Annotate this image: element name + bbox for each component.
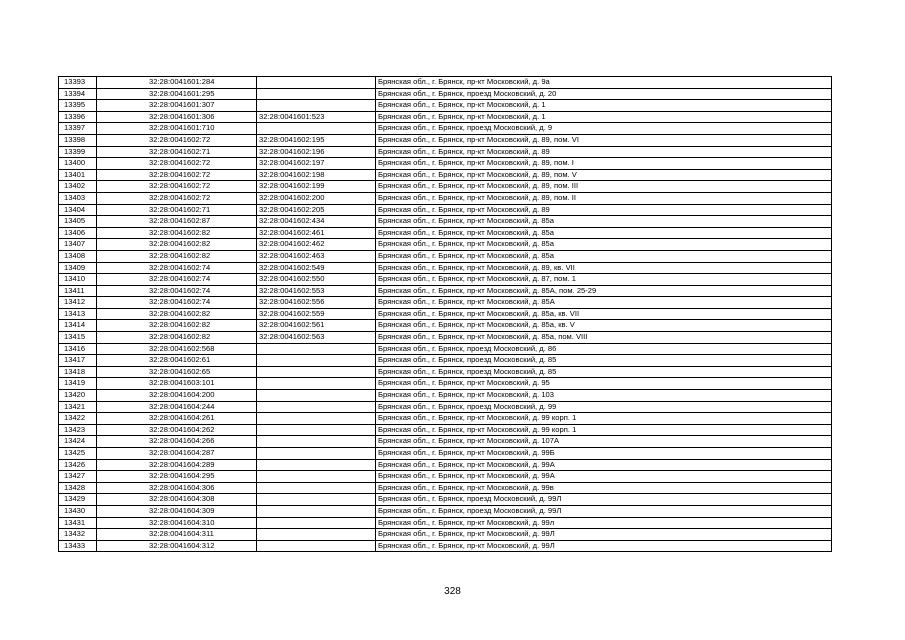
- object-cadastral-number-cell: [257, 482, 376, 494]
- address-cell: Брянская обл., г. Брянск, пр-кт Московский, д. 85а: [376, 239, 832, 251]
- cadastral-number-cell: 32:28:0041604:266: [97, 436, 257, 448]
- row-number-cell: 13431: [59, 517, 97, 529]
- address-cell: Брянская обл., г. Брянск, пр-кт Московский, д. 89, пом. I: [376, 158, 832, 170]
- cadastral-number-cell: 32:28:0041604:310: [97, 517, 257, 529]
- object-cadastral-number-cell: [257, 517, 376, 529]
- address-cell: Брянская обл., г. Брянск, пр-кт Московский, д. 89, пом. II: [376, 192, 832, 204]
- table-row: [59, 192, 832, 204]
- cadastral-number-cell: 32:28:0041602:568: [97, 343, 257, 355]
- object-cadastral-number-cell: [257, 436, 376, 448]
- row-number-cell: 13423: [59, 424, 97, 436]
- table-row: [59, 366, 832, 378]
- address-cell: Брянская обл., г. Брянск, пр-кт Московский, д. 85а, кв. VII: [376, 308, 832, 320]
- table-row: [59, 274, 832, 286]
- table-row: [59, 285, 832, 297]
- cadastral-number-cell: 32:28:0041602:82: [97, 227, 257, 239]
- row-number-cell: 13393: [59, 77, 97, 89]
- address-cell: Брянская обл., г. Брянск, пр-кт Московский, д. 99Л: [376, 529, 832, 541]
- table-row: [59, 494, 832, 506]
- table-row: [59, 239, 832, 251]
- table-row: [59, 77, 832, 89]
- object-cadastral-number-cell: [257, 390, 376, 402]
- address-cell: Брянская обл., г. Брянск, пр-кт Московский, д. 85а, кв. V: [376, 320, 832, 332]
- table-row: [59, 123, 832, 135]
- address-cell: Брянская обл., г. Брянск, проезд Московский, д. 99: [376, 401, 832, 413]
- table-row: [59, 448, 832, 460]
- row-number-cell: 13419: [59, 378, 97, 390]
- object-cadastral-number-cell: [257, 378, 376, 390]
- object-cadastral-number-cell: [257, 448, 376, 460]
- address-cell: Брянская обл., г. Брянск, пр-кт Московский, д. 99в: [376, 482, 832, 494]
- address-cell: Брянская обл., г. Брянск, пр-кт Московский, д. 1: [376, 100, 832, 112]
- table-row: [59, 169, 832, 181]
- row-number-cell: 13415: [59, 332, 97, 344]
- row-number-cell: 13398: [59, 134, 97, 146]
- object-cadastral-number-cell: 32:28:0041602:556: [257, 297, 376, 309]
- object-cadastral-number-cell: 32:28:0041602:205: [257, 204, 376, 216]
- cadastral-number-cell: 32:28:0041604:306: [97, 482, 257, 494]
- address-cell: Брянская обл., г. Брянск, проезд Московский, д. 9: [376, 123, 832, 135]
- row-number-cell: 13416: [59, 343, 97, 355]
- row-number-cell: 13421: [59, 401, 97, 413]
- table-row: [59, 378, 832, 390]
- address-cell: Брянская обл., г. Брянск, пр-кт Московский, д. 85а, пом. VIII: [376, 332, 832, 344]
- object-cadastral-number-cell: 32:28:0041602:461: [257, 227, 376, 239]
- table-row: [59, 100, 832, 112]
- row-number-cell: 13417: [59, 355, 97, 367]
- table-row: [59, 320, 832, 332]
- object-cadastral-number-cell: [257, 123, 376, 135]
- row-number-cell: 13403: [59, 192, 97, 204]
- address-cell: Брянская обл., г. Брянск, пр-кт Московский, д. 99Л: [376, 540, 832, 552]
- row-number-cell: 13409: [59, 262, 97, 274]
- address-cell: Брянская обл., г. Брянск, пр-кт Московский, д. 99А: [376, 459, 832, 471]
- row-number-cell: 13424: [59, 436, 97, 448]
- address-cell: Брянская обл., г. Брянск, пр-кт Московский, д. 9а: [376, 77, 832, 89]
- table-row: [59, 471, 832, 483]
- object-cadastral-number-cell: [257, 459, 376, 471]
- object-cadastral-number-cell: 32:28:0041602:197: [257, 158, 376, 170]
- address-cell: Брянская обл., г. Брянск, пр-кт Московский, д. 89: [376, 204, 832, 216]
- cadastral-number-cell: 32:28:0041602:65: [97, 366, 257, 378]
- cadastral-number-cell: 32:28:0041602:71: [97, 146, 257, 158]
- table-row: [59, 540, 832, 552]
- row-number-cell: 13400: [59, 158, 97, 170]
- row-number-cell: 13430: [59, 505, 97, 517]
- row-number-cell: 13405: [59, 216, 97, 228]
- table-row: [59, 227, 832, 239]
- cadastral-number-cell: 32:28:0041604:311: [97, 529, 257, 541]
- table-row: [59, 181, 832, 193]
- object-cadastral-number-cell: 32:28:0041602:196: [257, 146, 376, 158]
- address-cell: Брянская обл., г. Брянск, пр-кт Московский, д. 85а: [376, 227, 832, 239]
- row-number-cell: 13428: [59, 482, 97, 494]
- row-number-cell: 13399: [59, 146, 97, 158]
- address-cell: Брянская обл., г. Брянск, проезд Московский, д. 85: [376, 355, 832, 367]
- cadastral-number-cell: 32:28:0041604:312: [97, 540, 257, 552]
- cadastral-number-cell: 32:28:0041601:306: [97, 111, 257, 123]
- page-number: 328: [444, 586, 461, 597]
- table-row: [59, 413, 832, 425]
- object-cadastral-number-cell: [257, 529, 376, 541]
- object-cadastral-number-cell: 32:28:0041602:549: [257, 262, 376, 274]
- row-number-cell: 13401: [59, 169, 97, 181]
- table-row: [59, 401, 832, 413]
- row-number-cell: 13406: [59, 227, 97, 239]
- cadastral-number-cell: 32:28:0041604:200: [97, 390, 257, 402]
- cadastral-number-cell: 32:28:0041602:72: [97, 192, 257, 204]
- object-cadastral-number-cell: [257, 424, 376, 436]
- address-cell: Брянская обл., г. Брянск, пр-кт Московский, д. 85А: [376, 297, 832, 309]
- row-number-cell: 13397: [59, 123, 97, 135]
- cadastral-number-cell: 32:28:0041602:71: [97, 204, 257, 216]
- address-cell: Брянская обл., г. Брянск, пр-кт Московский, д. 107А: [376, 436, 832, 448]
- cadastral-number-cell: 32:28:0041602:82: [97, 239, 257, 251]
- row-number-cell: 13429: [59, 494, 97, 506]
- cadastral-number-cell: 32:28:0041604:309: [97, 505, 257, 517]
- table-row: [59, 111, 832, 123]
- table-row: [59, 250, 832, 262]
- cadastral-number-cell: 32:28:0041604:261: [97, 413, 257, 425]
- address-cell: Брянская обл., г. Брянск, пр-кт Московский, д. 89, пом. III: [376, 181, 832, 193]
- object-cadastral-number-cell: 32:28:0041602:553: [257, 285, 376, 297]
- table-row: [59, 517, 832, 529]
- row-number-cell: 13404: [59, 204, 97, 216]
- address-cell: Брянская обл., г. Брянск, пр-кт Московский, д. 99л: [376, 517, 832, 529]
- object-cadastral-number-cell: 32:28:0041602:462: [257, 239, 376, 251]
- row-number-cell: 13433: [59, 540, 97, 552]
- table-row: [59, 505, 832, 517]
- object-cadastral-number-cell: 32:28:0041602:563: [257, 332, 376, 344]
- address-cell: Брянская обл., г. Брянск, пр-кт Московский, д. 87, пом. 1: [376, 274, 832, 286]
- table-row: [59, 146, 832, 158]
- table-row: [59, 355, 832, 367]
- row-number-cell: 13413: [59, 308, 97, 320]
- object-cadastral-number-cell: 32:28:0041602:199: [257, 181, 376, 193]
- address-cell: Брянская обл., г. Брянск, проезд Московский, д. 99Л: [376, 505, 832, 517]
- object-cadastral-number-cell: [257, 355, 376, 367]
- cadastral-number-cell: 32:28:0041602:87: [97, 216, 257, 228]
- address-cell: Брянская обл., г. Брянск, пр-кт Московский, д. 99Б: [376, 448, 832, 460]
- object-cadastral-number-cell: 32:28:0041602:463: [257, 250, 376, 262]
- row-number-cell: 13412: [59, 297, 97, 309]
- object-cadastral-number-cell: [257, 88, 376, 100]
- address-cell: Брянская обл., г. Брянск, проезд Московский, д. 99Л: [376, 494, 832, 506]
- object-cadastral-number-cell: [257, 540, 376, 552]
- object-cadastral-number-cell: 32:28:0041602:200: [257, 192, 376, 204]
- object-cadastral-number-cell: 32:28:0041602:561: [257, 320, 376, 332]
- registry-table: [58, 76, 832, 552]
- cadastral-number-cell: 32:28:0041604:262: [97, 424, 257, 436]
- row-number-cell: 13407: [59, 239, 97, 251]
- object-cadastral-number-cell: [257, 401, 376, 413]
- table-row: [59, 88, 832, 100]
- row-number-cell: 13426: [59, 459, 97, 471]
- cadastral-number-cell: 32:28:0041602:82: [97, 320, 257, 332]
- row-number-cell: 13410: [59, 274, 97, 286]
- object-cadastral-number-cell: [257, 494, 376, 506]
- object-cadastral-number-cell: [257, 471, 376, 483]
- object-cadastral-number-cell: [257, 77, 376, 89]
- table-row: [59, 459, 832, 471]
- cadastral-number-cell: 32:28:0041601:284: [97, 77, 257, 89]
- table-row: [59, 343, 832, 355]
- object-cadastral-number-cell: [257, 366, 376, 378]
- cadastral-number-cell: 32:28:0041604:295: [97, 471, 257, 483]
- object-cadastral-number-cell: [257, 413, 376, 425]
- row-number-cell: 13395: [59, 100, 97, 112]
- object-cadastral-number-cell: [257, 343, 376, 355]
- row-number-cell: 13420: [59, 390, 97, 402]
- table-row: [59, 216, 832, 228]
- table-row: [59, 424, 832, 436]
- address-cell: Брянская обл., г. Брянск, пр-кт Московский, д. 99 корп. 1: [376, 413, 832, 425]
- cadastral-number-cell: 32:28:0041602:82: [97, 332, 257, 344]
- address-cell: Брянская обл., г. Брянск, пр-кт Московский, д. 103: [376, 390, 832, 402]
- row-number-cell: 13418: [59, 366, 97, 378]
- object-cadastral-number-cell: 32:28:0041602:434: [257, 216, 376, 228]
- row-number-cell: 13396: [59, 111, 97, 123]
- table-row: [59, 390, 832, 402]
- address-cell: Брянская обл., г. Брянск, пр-кт Московский, д. 1: [376, 111, 832, 123]
- cadastral-number-cell: 32:28:0041604:289: [97, 459, 257, 471]
- table-row: [59, 158, 832, 170]
- row-number-cell: 13394: [59, 88, 97, 100]
- table-row: [59, 529, 832, 541]
- row-number-cell: 13427: [59, 471, 97, 483]
- table-row: [59, 262, 832, 274]
- cadastral-number-cell: 32:28:0041604:287: [97, 448, 257, 460]
- cadastral-number-cell: 32:28:0041604:244: [97, 401, 257, 413]
- table-row: [59, 482, 832, 494]
- table-row: [59, 204, 832, 216]
- address-cell: Брянская обл., г. Брянск, пр-кт Московский, д. 89: [376, 146, 832, 158]
- cadastral-number-cell: 32:28:0041602:82: [97, 308, 257, 320]
- row-number-cell: 13414: [59, 320, 97, 332]
- object-cadastral-number-cell: 32:28:0041602:195: [257, 134, 376, 146]
- row-number-cell: 13422: [59, 413, 97, 425]
- address-cell: Брянская обл., г. Брянск, пр-кт Московский, д. 89, пом. VI: [376, 134, 832, 146]
- table-body: [59, 77, 832, 552]
- address-cell: Брянская обл., г. Брянск, пр-кт Московский, д. 95: [376, 378, 832, 390]
- address-cell: Брянская обл., г. Брянск, пр-кт Московский, д. 89, кв. VII: [376, 262, 832, 274]
- address-cell: Брянская обл., г. Брянск, пр-кт Московский, д. 99А: [376, 471, 832, 483]
- cadastral-number-cell: 32:28:0041602:74: [97, 285, 257, 297]
- object-cadastral-number-cell: 32:28:0041601:523: [257, 111, 376, 123]
- table-row: [59, 436, 832, 448]
- address-cell: Брянская обл., г. Брянск, пр-кт Московский, д. 85а: [376, 216, 832, 228]
- cadastral-number-cell: 32:28:0041602:72: [97, 158, 257, 170]
- cadastral-number-cell: 32:28:0041602:61: [97, 355, 257, 367]
- address-cell: Брянская обл., г. Брянск, проезд Московский, д. 85: [376, 366, 832, 378]
- cadastral-number-cell: 32:28:0041602:72: [97, 134, 257, 146]
- cadastral-number-cell: 32:28:0041602:74: [97, 297, 257, 309]
- cadastral-number-cell: 32:28:0041602:74: [97, 274, 257, 286]
- table-row: [59, 308, 832, 320]
- cadastral-number-cell: 32:28:0041602:72: [97, 181, 257, 193]
- cadastral-number-cell: 32:28:0041602:82: [97, 250, 257, 262]
- address-cell: Брянская обл., г. Брянск, пр-кт Московский, д. 85А, пом. 25-29: [376, 285, 832, 297]
- table-row: [59, 134, 832, 146]
- row-number-cell: 13425: [59, 448, 97, 460]
- row-number-cell: 13408: [59, 250, 97, 262]
- row-number-cell: 13402: [59, 181, 97, 193]
- address-cell: Брянская обл., г. Брянск, пр-кт Московский, д. 89, пом. V: [376, 169, 832, 181]
- object-cadastral-number-cell: [257, 505, 376, 517]
- object-cadastral-number-cell: 32:28:0041602:559: [257, 308, 376, 320]
- table-row: [59, 297, 832, 309]
- cadastral-number-cell: 32:28:0041601:710: [97, 123, 257, 135]
- object-cadastral-number-cell: 32:28:0041602:198: [257, 169, 376, 181]
- address-cell: Брянская обл., г. Брянск, проезд Московский, д. 86: [376, 343, 832, 355]
- table-row: [59, 332, 832, 344]
- cadastral-number-cell: 32:28:0041603:101: [97, 378, 257, 390]
- cadastral-number-cell: 32:28:0041602:72: [97, 169, 257, 181]
- cadastral-number-cell: 32:28:0041601:307: [97, 100, 257, 112]
- cadastral-number-cell: 32:28:0041602:74: [97, 262, 257, 274]
- row-number-cell: 13411: [59, 285, 97, 297]
- address-cell: Брянская обл., г. Брянск, пр-кт Московский, д. 85а: [376, 250, 832, 262]
- cadastral-number-cell: 32:28:0041601:295: [97, 88, 257, 100]
- row-number-cell: 13432: [59, 529, 97, 541]
- object-cadastral-number-cell: 32:28:0041602:550: [257, 274, 376, 286]
- address-cell: Брянская обл., г. Брянск, проезд Московский, д. 20: [376, 88, 832, 100]
- object-cadastral-number-cell: [257, 100, 376, 112]
- address-cell: Брянская обл., г. Брянск, пр-кт Московский, д. 99 корп. 1: [376, 424, 832, 436]
- cadastral-number-cell: 32:28:0041604:308: [97, 494, 257, 506]
